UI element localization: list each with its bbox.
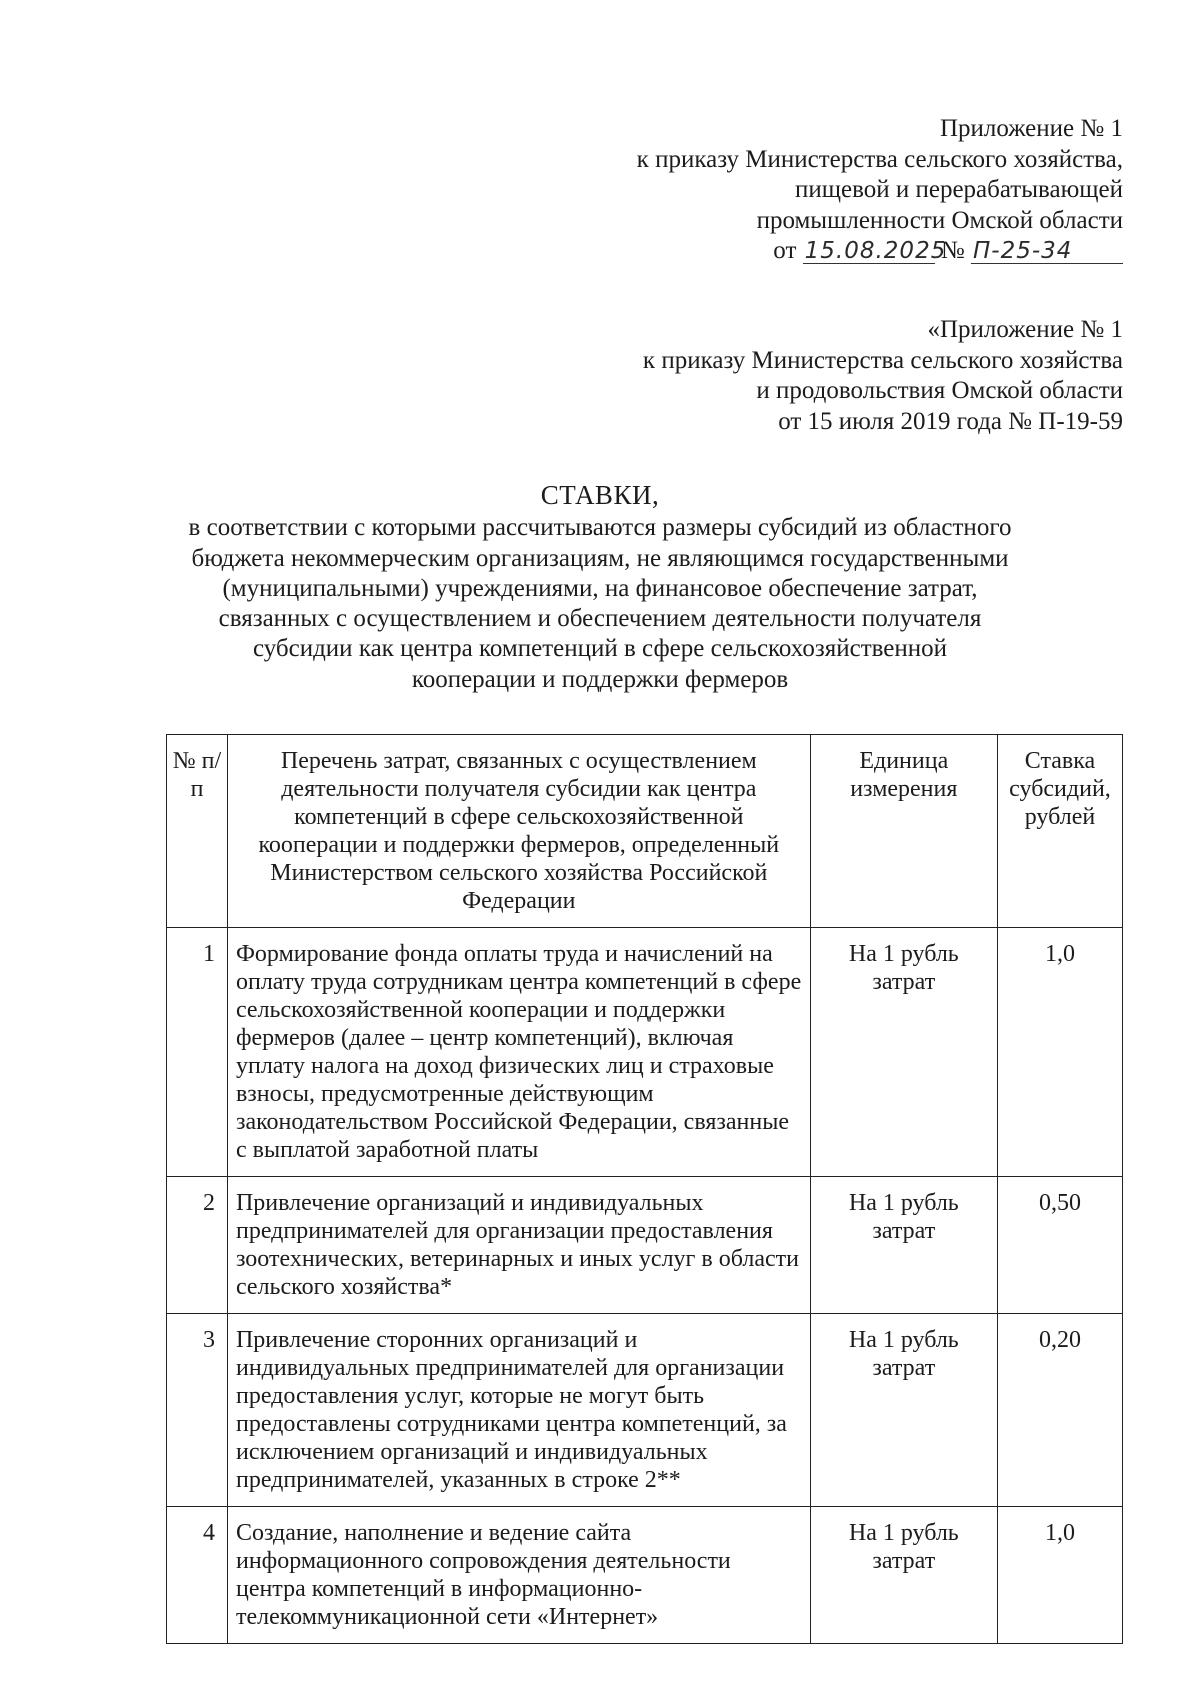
table-row (167, 1507, 1123, 1644)
original-appendix-line-3: и продовольствия Омской области (756, 377, 1123, 404)
original-appendix-line-2: к приказу Министерства сельского хозяйства (642, 346, 1123, 374)
handwritten-date: 15.08.2025 (804, 238, 947, 264)
appendix-line-2: к приказу Министерства сельского хозяйства, (636, 145, 1123, 173)
row-desc: Формирование фонда оплаты труда и начислений на оплату труда сотрудникам центра компетенций в сфере сельскохозяйственной кооперации и поддержки фермеров (далее – центр компетенций), включая уплату налога на доход физических лиц и страховые взносы, предусмотренные действующим законодательством Российской Федерации, связанные с выплатой заработной платы (227, 928, 810, 1177)
table-header-row (167, 735, 1123, 928)
original-appendix-line-4: от 15 июля 2019 года № П-19-59 (778, 407, 1123, 435)
appendix-line-3: пищевой и перерабатывающей (794, 176, 1123, 203)
header-unit: Единица измерения (810, 735, 997, 928)
heading-title: СТАВКИ, (540, 480, 660, 510)
row-rate: 1,0 (997, 1507, 1122, 1644)
row-desc: Создание, наполнение и ведение сайта информационного сопровождения деятельности центра компетенций в информационно-телекоммуникационной сети «Интернет» (227, 1507, 810, 1644)
header-rate: Ставка субсидий, рублей (997, 735, 1122, 928)
header-desc: Перечень затрат, связанных с осуществлением деятельности получателя субсидии как центра компетенций в сфере сельскохозяйственной кооперации и поддержки фермеров, определенный Министерством сельского хозяйства Российской Федерации (227, 735, 810, 928)
row-unit: На 1 рубль затрат (810, 1314, 997, 1507)
row-unit: На 1 рубль затрат (810, 1177, 997, 1314)
table-row (167, 1177, 1123, 1314)
appendix-block (637, 114, 1123, 267)
row-num: 2 (167, 1177, 228, 1314)
table-row (167, 928, 1123, 1177)
handwritten-number: П-25-34 (971, 239, 1123, 264)
heading-line-6: кооперации и поддержки фермеров (411, 665, 789, 693)
row-num: 4 (167, 1507, 228, 1644)
heading-line-1: в соответствии с которыми рассчитываются размеры субсидий из областного (188, 514, 1012, 542)
appendix-title: Приложение № 1 (939, 115, 1123, 142)
header-num: № п/п (167, 735, 228, 928)
heading-line-4: связанных с осуществлением и обеспечением деятельности получателя (218, 605, 982, 633)
row-num: 1 (167, 928, 228, 1177)
row-rate: 0,20 (997, 1314, 1122, 1507)
original-appendix-block (643, 315, 1123, 437)
date-prefix: от (773, 237, 797, 264)
row-rate: 0,50 (997, 1177, 1122, 1314)
row-unit: На 1 рубль затрат (810, 928, 997, 1177)
rates-table (166, 734, 1123, 1644)
document-heading (140, 480, 1060, 695)
appendix-date-line (637, 236, 1123, 267)
heading-line-3: (муниципальными) учреждениями, на финансовое обеспечение затрат, (222, 574, 978, 602)
row-unit: На 1 рубль затрат (810, 1507, 997, 1644)
heading-line-5: субсидии как центра компетенций в сфере сельскохозяйственной (252, 635, 948, 663)
table-row (167, 1314, 1123, 1507)
row-desc: Привлечение организаций и индивидуальных предпринимателей для организации предоставления зоотехнических, ветеринарных и иных услуг в области сельского хозяйства* (227, 1177, 810, 1314)
appendix-line-4: промышленности Омской области (756, 206, 1123, 234)
heading-line-2: бюджета некоммерческим организациям, не являющимся государственными (191, 544, 1009, 572)
row-num: 3 (167, 1314, 228, 1507)
row-rate: 1,0 (997, 928, 1122, 1177)
number-prefix: № (940, 237, 965, 264)
original-appendix-title: «Приложение № 1 (927, 316, 1123, 343)
row-desc: Привлечение сторонних организаций и индивидуальных предпринимателей для организации предоставления услуг, которые не могут быть предоставлены сотрудниками центра компетенций, за исключением организаций и индивидуальных предпринимателей, указанных в строке 2** (227, 1314, 810, 1507)
